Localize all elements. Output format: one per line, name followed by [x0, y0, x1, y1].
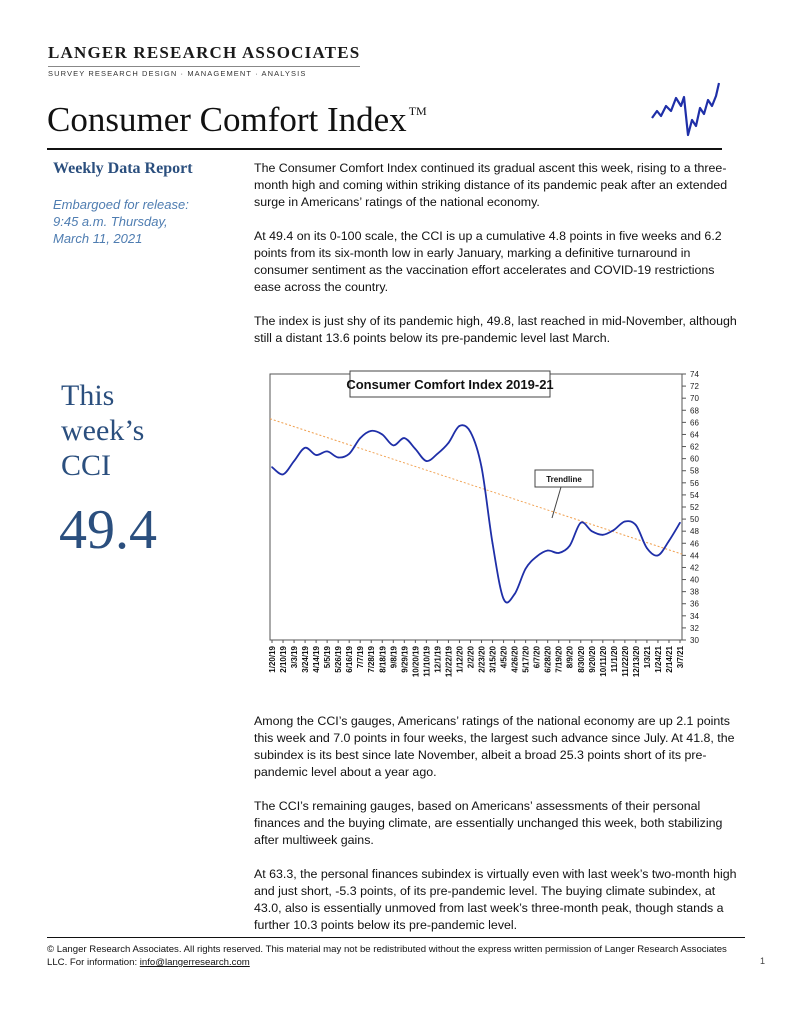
y-tick-label: 60: [690, 454, 699, 464]
x-tick-label: 5/5/19: [323, 646, 333, 669]
x-tick-label: 8/9/20: [565, 646, 575, 669]
y-tick-label: 38: [690, 587, 699, 597]
cci-label-line: This: [61, 379, 115, 412]
brand-name: LANGER RESEARCH ASSOCIATES: [48, 43, 361, 62]
cci-data-point: [315, 454, 317, 456]
cci-data-point: [679, 522, 681, 524]
x-tick-label: 6/28/20: [543, 646, 553, 673]
cci-data-point: [271, 466, 273, 468]
y-tick-label: 30: [690, 636, 699, 645]
paragraph-national-economy: Among the CCI’s gauges, Americans’ ratings of the national economy are up 2.1 points this week and 7.0 points in four weeks, the largest such advance since July. At 41.8, the subindex is its best since late November, albeit a broad 25.3 points short of its pre-pandemic level about a year ago.: [254, 714, 735, 779]
embargo-line: March 11, 2021: [53, 231, 143, 246]
x-tick-label: 2/2/20: [466, 646, 476, 669]
paragraph-scale: At 49.4 on its 0-100 scale, the CCI is up a cumulative 4.8 points in five weeks and 6.2 points from its six-month low in early January, marking a definitive turnaround in consumer sentiment as the vaccination effort accelerates and COVID-19 restrictions ease across the country.: [254, 229, 722, 294]
report-label: Weekly Data Report: [53, 160, 193, 177]
x-tick-label: 4/14/19: [312, 646, 322, 673]
cci-data-point: [459, 425, 461, 427]
x-tick-label: 9/29/19: [400, 646, 410, 673]
y-tick-label: 42: [690, 563, 699, 573]
cci-data-point: [569, 545, 571, 547]
paragraph-pandemic-high: The index is just shy of its pandemic high, 49.8, last reached in mid-November, although still a distant 13.6 points below its pre-pandemic level last March.: [254, 314, 737, 345]
x-tick-label: 3/3/19: [290, 646, 300, 669]
x-tick-label: 10/20/19: [411, 646, 421, 678]
y-tick-label: 70: [690, 394, 699, 404]
x-tick-label: 11/10/19: [422, 646, 432, 677]
embargo-line: Embargoed for release:: [53, 197, 189, 212]
x-tick-label: 1/24/21: [653, 646, 663, 673]
y-tick-label: 48: [690, 527, 699, 537]
cci-label-line: week’s: [61, 414, 145, 447]
cci-data-point: [282, 474, 284, 476]
cci-data-point: [337, 457, 339, 459]
x-tick-label: 12/1/19: [433, 646, 443, 673]
x-tick-label: 7/19/20: [554, 646, 564, 673]
x-tick-label: 9/8/19: [389, 646, 399, 669]
x-tick-label: 4/26/20: [510, 646, 520, 673]
y-tick-label: 64: [690, 430, 699, 440]
y-tick-label: 44: [690, 551, 699, 561]
cci-data-point: [536, 556, 538, 558]
cci-data-point: [359, 437, 361, 439]
y-tick-label: 32: [690, 623, 699, 633]
cci-data-point: [492, 542, 494, 544]
sparkline-logo-icon: [650, 80, 720, 140]
y-tick-label: 34: [690, 611, 699, 621]
y-tick-label: 40: [690, 575, 699, 585]
y-tick-label: 54: [690, 490, 699, 500]
x-tick-label: 3/7/21: [676, 646, 685, 669]
cci-data-point: [481, 466, 483, 468]
footer-email-link[interactable]: info@langerresearch.com: [139, 957, 250, 968]
cci-data-point: [426, 460, 428, 462]
x-tick-label: 10/11/20: [598, 646, 608, 677]
x-tick-label: 2/23/20: [477, 646, 487, 673]
x-tick-label: 6/16/19: [345, 646, 355, 673]
paragraph-remaining-gauges: The CCI’s remaining gauges, based on Americans’ assessments of their personal finances and the buying climate, are essentially unchanged this week, both stabilizing after multiweek gains.: [254, 799, 723, 847]
cci-data-point: [525, 568, 527, 570]
cci-label-line: CCI: [61, 449, 112, 482]
x-tick-label: 6/7/20: [532, 646, 542, 669]
y-tick-label: 68: [690, 406, 699, 416]
x-tick-label: 3/15/20: [488, 646, 498, 673]
cci-data-point: [404, 437, 406, 439]
cci-data-point: [470, 431, 472, 433]
chart-title: Consumer Comfort Index 2019-21: [346, 377, 554, 392]
y-tick-label: 62: [690, 442, 699, 452]
x-tick-label: 8/30/20: [576, 646, 586, 673]
cci-data-point: [613, 529, 615, 531]
cci-data-point: [558, 552, 560, 554]
cci-chart: [262, 368, 722, 698]
cci-data-point: [448, 442, 450, 444]
page-number: 1: [760, 956, 766, 966]
page-title: [47, 100, 427, 140]
cci-data-point: [348, 453, 350, 455]
y-tick-label: 52: [690, 503, 699, 512]
brand-logo: [48, 43, 360, 78]
cci-data-point: [437, 453, 439, 455]
cci-data-point: [392, 445, 394, 447]
footer: [47, 943, 747, 969]
cci-data-point: [293, 460, 295, 462]
cci-data-point: [514, 593, 516, 595]
y-tick-label: 74: [690, 370, 699, 379]
cci-data-point: [635, 524, 637, 526]
y-tick-label: 66: [690, 418, 699, 428]
x-tick-label: 8/18/19: [378, 646, 388, 673]
y-tick-label: 46: [690, 539, 699, 549]
x-tick-label: 11/22/20: [620, 646, 630, 677]
embargo-notice: [53, 196, 243, 247]
brand-tagline: SURVEY RESEARCH DESIGN · MANAGEMENT · ANALYSIS: [48, 66, 360, 78]
cci-data-point: [657, 555, 659, 557]
x-tick-label: 4/5/20: [499, 646, 509, 669]
y-tick-label: 56: [690, 478, 699, 488]
paragraph-intro: The Consumer Comfort Index continued its gradual ascent this week, rising to a three-month high and coming within striking distance of its pandemic peak after an extended surge in Americans’ ratings of the national economy.: [254, 161, 728, 209]
cci-data-point: [370, 430, 372, 432]
x-tick-label: 5/26/19: [334, 646, 344, 673]
y-tick-label: 50: [690, 515, 699, 525]
cci-data-point: [326, 451, 328, 453]
cci-value: 49.4: [59, 499, 157, 561]
cci-data-point: [646, 547, 648, 549]
y-tick-label: 36: [690, 599, 699, 609]
x-tick-label: 1/20/19: [268, 646, 277, 673]
footer-rule: [47, 937, 745, 938]
cci-data-point: [415, 448, 417, 450]
x-tick-label: 2/14/21: [664, 646, 674, 673]
header-rule: [47, 148, 722, 150]
y-tick-label: 58: [690, 466, 699, 476]
trendline-callout-label: Trendline: [546, 475, 582, 484]
x-tick-label: 1/3/21: [642, 646, 652, 669]
cci-data-point: [591, 530, 593, 532]
x-tick-label: 9/20/20: [587, 646, 597, 673]
cci-label: [61, 378, 144, 483]
footer-text: © Langer Research Associates. All rights reserved. This material may not be redistributed without the express written permission of Langer Research Associates LLC. For information:: [47, 944, 727, 968]
trademark-mark: TM: [408, 104, 427, 118]
x-tick-label: 3/24/19: [301, 646, 311, 673]
x-tick-label: 7/28/19: [367, 646, 377, 673]
cci-data-point: [602, 534, 604, 536]
x-tick-label: 12/13/20: [631, 646, 641, 678]
cci-data-point: [624, 521, 626, 523]
cci-data-point: [503, 598, 505, 600]
embargo-line: 9:45 a.m. Thursday,: [53, 214, 168, 229]
x-tick-label: 1/12/20: [455, 646, 465, 673]
title-text: Consumer Comfort Index: [47, 100, 407, 139]
cci-data-point: [304, 447, 306, 449]
y-tick-label: 72: [690, 382, 699, 392]
plot-area: [270, 374, 682, 640]
x-tick-label: 2/10/19: [279, 646, 289, 673]
sidebar: [53, 160, 243, 247]
x-tick-label: 11/1/20: [609, 646, 619, 673]
paragraph-subindexes: At 63.3, the personal finances subindex is virtually even with last week’s two-month high and just short, -5.3 points, of its pre-pandemic level. The buying climate subindex, at 43.0, also is essentially unmoved from last week’s three-month peak, though stands a further 10.3 points below its pre-pandemic level.: [254, 867, 737, 932]
x-tick-label: 5/17/20: [521, 646, 531, 673]
cci-data-point: [580, 522, 582, 524]
cci-data-point: [381, 434, 383, 436]
x-tick-label: 7/7/19: [356, 646, 366, 669]
cci-data-point: [668, 540, 670, 542]
x-tick-label: 12/22/19: [444, 646, 454, 678]
cci-data-point: [547, 550, 549, 552]
